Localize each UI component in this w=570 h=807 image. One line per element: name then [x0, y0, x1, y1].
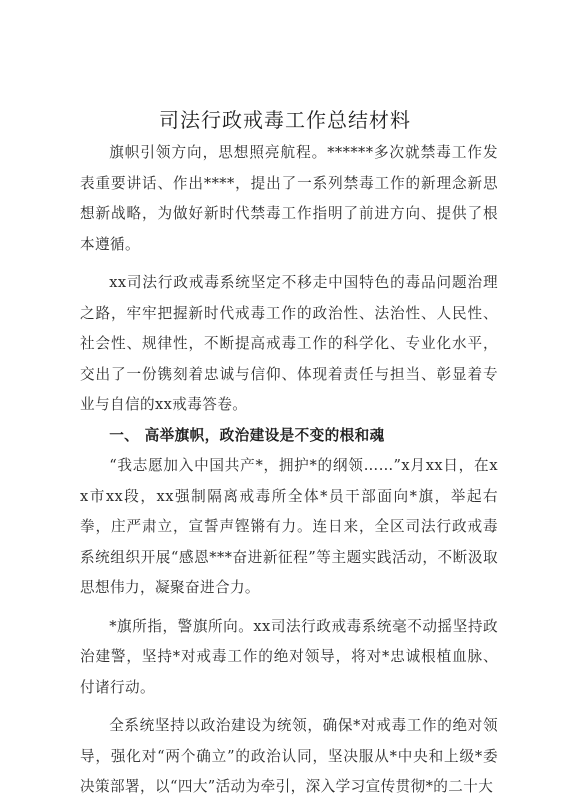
paragraph-section1-3: 全系统坚持以政治建设为统领，确保*对戒毒工作的绝对领导，强化对“两个确立”的政治认同，坚决服从*中央和上级*委决策部署，以“四大”活动为牵引，深入学习宣传贯彻*的二十大 — [80, 717, 498, 795]
paragraph-section1-2: *旗所指，警旗所向。xx司法行政戒毒系统毫不动摇坚持政治建警，坚持*对戒毒工作的绝对领导，将对*忠诚根植血脉、付诸行动。 — [80, 617, 498, 696]
section-heading-1: 一、 高举旗帜，政治建设是不变的根和魂 — [109, 426, 385, 444]
paragraph-section1-1: “我志愿加入中国共产*，拥护*的纲领……”x月xx日，在xx市xx段，xx强制隔离戒毒所全体*员干部面向*旗，举起右拳，庄严肃立，宣誓声铿锵有力。连日来，全区司法行政戒毒系统组织开展“感恩***奋进新征程”等主题实践活动，不断汲取思想伟力，凝聚奋进合力。 — [80, 457, 498, 596]
paragraph-intro-2: xx司法行政戒毒系统坚定不移走中国特色的毒品问题治理之路，牢牢把握新时代戒毒工作的政治性、法治性、人民性、社会性、规律性，不断提高戒毒工作的科学化、专业化水平，交出了一份镌刻着忠诚与信仰、体现着责任与担当、彰显着专业与自信的xx戒毒答卷。 — [80, 274, 498, 413]
document-body — [80, 138, 498, 803]
paragraph-gap — [80, 260, 498, 268]
paragraph-intro-1: 旗帜引领方向，思想照亮航程。******多次就禁毒工作发表重要讲话、作出****，提出了一系列禁毒工作的新理念新思想新战略，为做好新时代禁毒工作指明了前进方向、提供了根本遵循。 — [80, 144, 498, 253]
document-title: 司法行政戒毒工作总结材料 — [159, 108, 411, 132]
paragraph-gap — [80, 604, 498, 612]
paragraph-gap — [80, 703, 498, 711]
